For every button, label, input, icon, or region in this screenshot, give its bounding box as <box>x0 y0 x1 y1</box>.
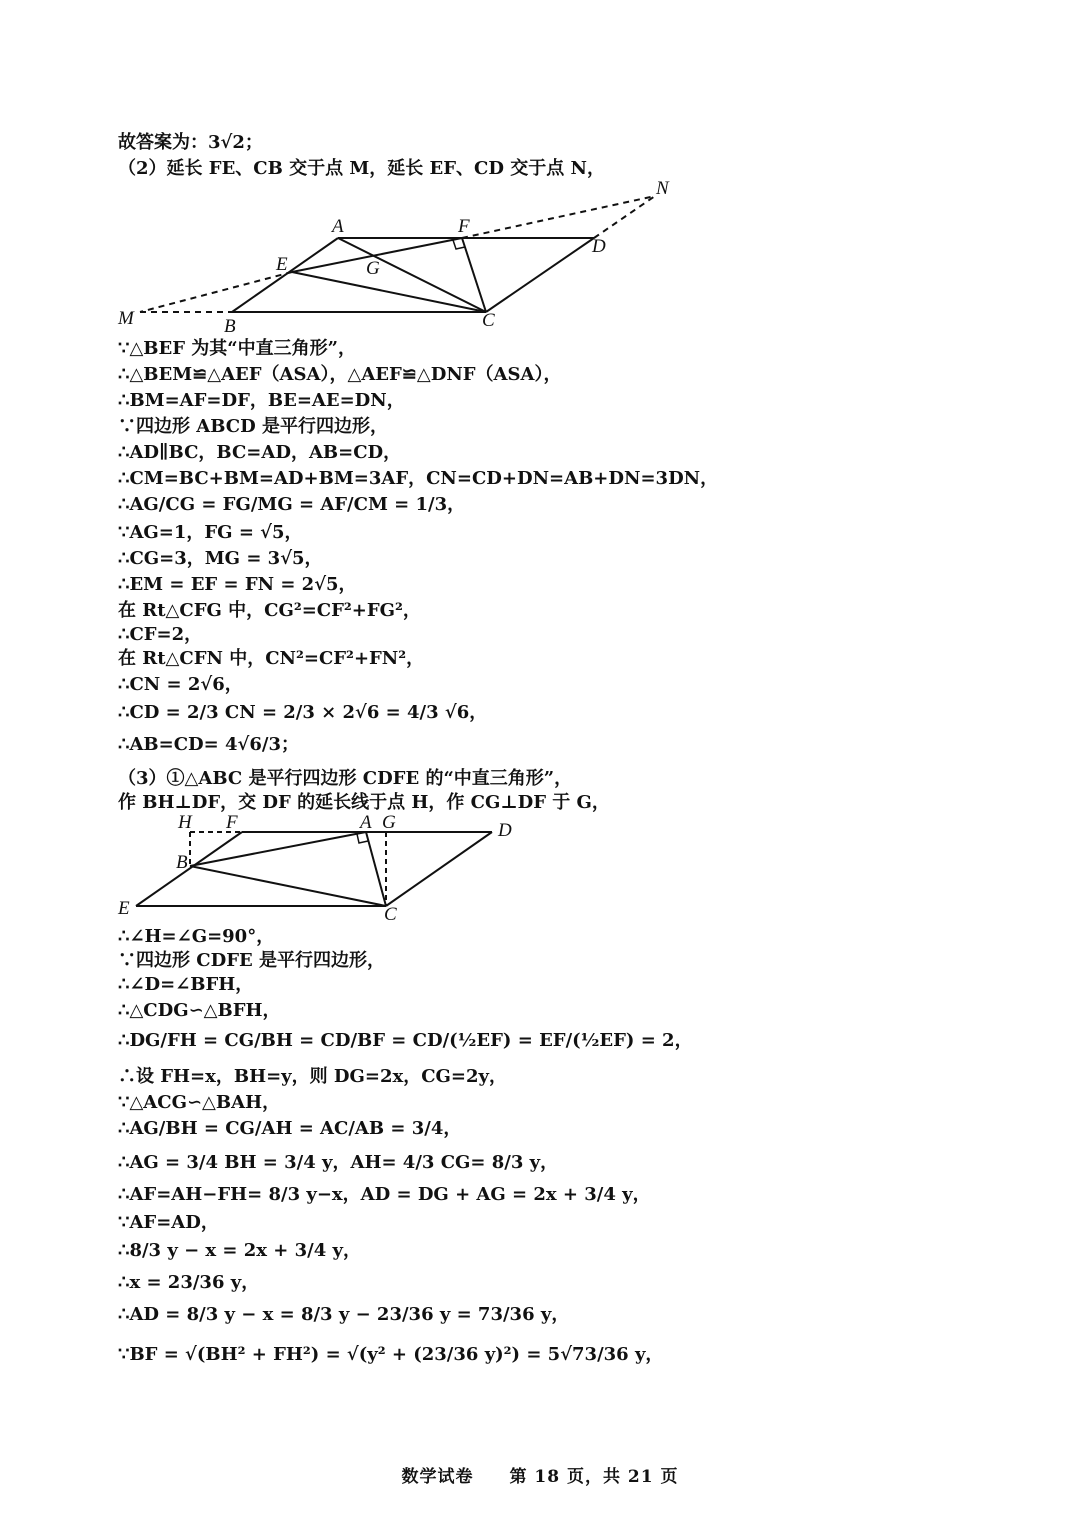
text-line: 在 Rt△CFG 中，CG²=CF²+FG²， <box>118 600 421 621</box>
text-line: ∵BF = √(BH² + FH²) = √(y² + (23/36 y)²) = 5√73/36 y， <box>118 1344 664 1365</box>
text-line: ∴△CDG∽△BFH， <box>118 1000 281 1021</box>
label-n: N <box>656 178 669 199</box>
text-line: ∵四边形 ABCD 是平行四边形， <box>118 416 388 437</box>
label-b: B <box>224 316 236 337</box>
text-line: ∴AG/CG = FG/MG = AF/CM = 1/3， <box>118 494 466 515</box>
label-b: B <box>176 852 188 873</box>
label-a: A <box>360 812 372 833</box>
label-m: M <box>118 308 134 329</box>
label-d: D <box>592 236 606 257</box>
label-e: E <box>118 898 130 919</box>
text-line: ∴CN = 2√6， <box>118 674 243 695</box>
label-d: D <box>498 820 512 841</box>
text-line: ∴AB=CD= 4√6/3； <box>118 734 299 755</box>
text-line: ∴CF=2， <box>118 624 203 645</box>
text-line: ∴CM=BC+BM=AD+BM=3AF，CN=CD+DN=AB+DN=3DN， <box>118 468 719 489</box>
text-line: （3）①△ABC 是平行四边形 CDFE 的“中直三角形”， <box>118 768 573 789</box>
text-line: ∴∠D=∠BFH， <box>118 974 254 995</box>
text-line: ∵△ACG∽△BAH， <box>118 1092 281 1113</box>
text-line: ∵AG=1，FG = √5， <box>118 522 303 543</box>
label-c: C <box>384 904 397 925</box>
text-line: 故答案为：3√2； <box>118 132 263 153</box>
text-line: ∴AD = 8/3 y − x = 8/3 y − 23/36 y = 73/36 y， <box>118 1304 570 1325</box>
page-footer: 数学试卷 第 18 页，共 21 页 <box>401 1467 679 1487</box>
label-e: E <box>276 254 288 275</box>
label-g: G <box>366 258 380 279</box>
text-line: ∴x = 23/36 y， <box>118 1272 260 1293</box>
text-line: ∴△BEM≌△AEF（ASA），△AEF≌△DNF（ASA）， <box>118 364 562 385</box>
label-c: C <box>482 310 495 331</box>
label-h: H <box>178 812 192 833</box>
figure-parallelogram-cdfe <box>110 812 530 928</box>
text-line: ∴CD = 2/3 CN = 2/3 × 2√6 = 4/3 √6， <box>118 702 488 723</box>
label-a: A <box>332 216 344 237</box>
figure-parallelogram-abcd <box>110 176 690 336</box>
text-line: ∴8/3 y − x = 2x + 3/4 y， <box>118 1240 361 1261</box>
text-line: ∵AF=AD， <box>118 1212 219 1233</box>
text-line: ∴AD∥BC，BC=AD，AB=CD， <box>118 442 402 463</box>
text-line: ∵△BEF 为其“中直三角形”， <box>118 338 356 359</box>
label-f: F <box>226 812 238 833</box>
text-line: 作 BH⊥DF，交 DF 的延长线于点 H，作 CG⊥DF 于 G， <box>118 792 610 813</box>
text-line: （2）延长 FE、CB 交于点 M，延长 EF、CD 交于点 N， <box>118 158 605 179</box>
label-f: F <box>458 216 470 237</box>
text-line: ∴AG = 3/4 BH = 3/4 y，AH= 4/3 CG= 8/3 y， <box>118 1152 559 1173</box>
label-g: G <box>382 812 396 833</box>
text-line: ∴EM = EF = FN = 2√5， <box>118 574 357 595</box>
text-line: 在 Rt△CFN 中，CN²=CF²+FN²， <box>118 648 425 669</box>
text-line: ∴BM=AF=DF，BE=AE=DN， <box>118 390 405 411</box>
text-line: ∴DG/FH = CG/BH = CD/BF = CD/(½EF) = EF/(½EF) = 2， <box>118 1030 693 1051</box>
text-line: ∴CG=3，MG = 3√5， <box>118 548 323 569</box>
text-line: ∴∠H=∠G=90°， <box>118 926 275 947</box>
text-line: ∴设 FH=x，BH=y，则 DG=2x，CG=2y， <box>118 1066 507 1087</box>
text-line: ∴AF=AH−FH= 8/3 y−x，AD = DG + AG = 2x + 3/4 y， <box>118 1184 651 1205</box>
text-line: ∴AG/BH = CG/AH = AC/AB = 3/4， <box>118 1118 462 1139</box>
text-line: ∵四边形 CDFE 是平行四边形， <box>118 950 385 971</box>
